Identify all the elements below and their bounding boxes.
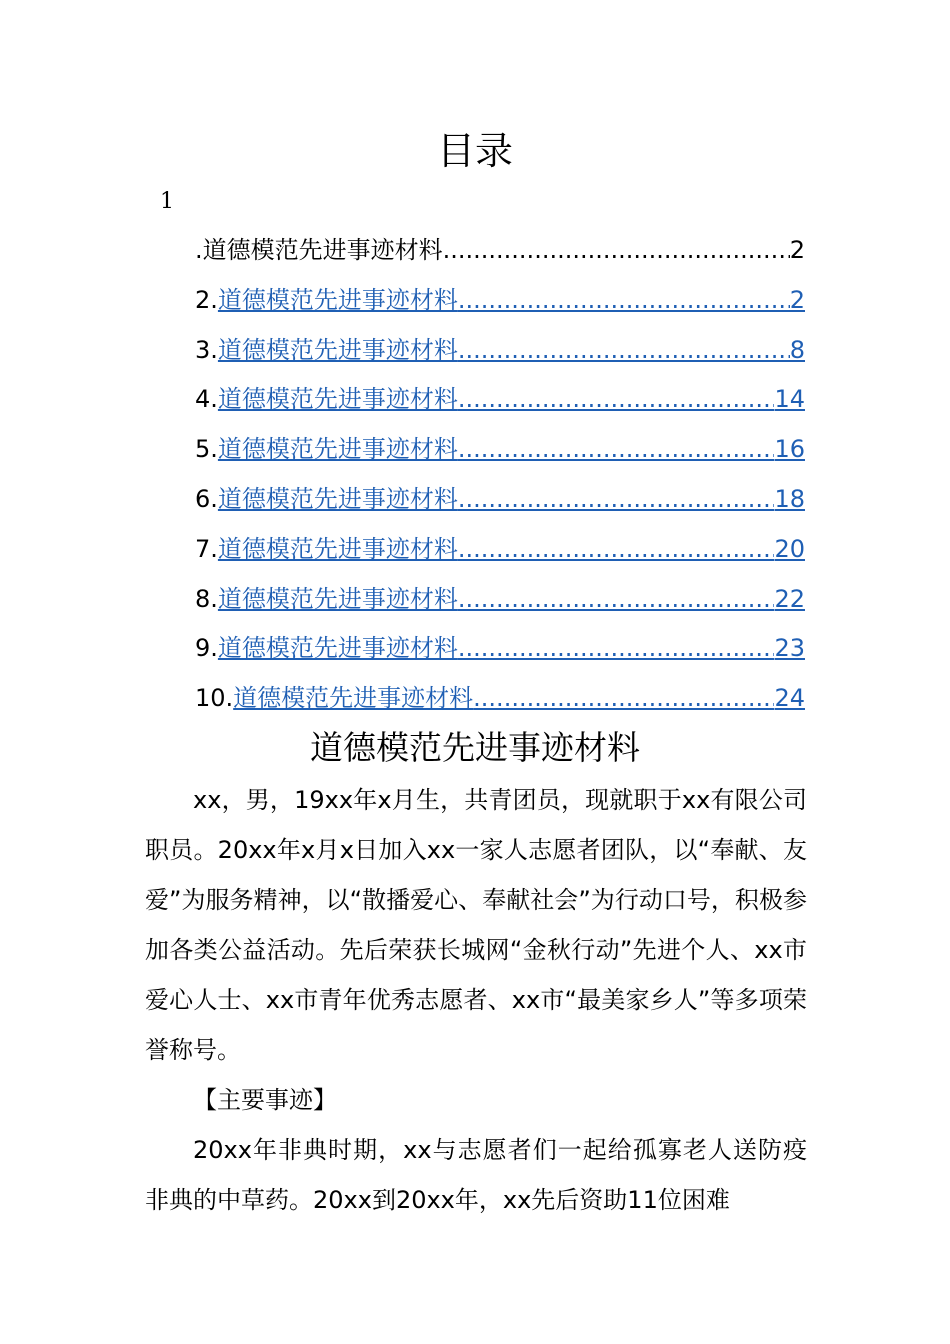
toc-entry-page-number: 14 xyxy=(774,385,805,414)
toc-entry-link[interactable] xyxy=(218,479,805,519)
toc-entry[interactable] xyxy=(195,330,805,380)
toc-entry-dot-leader xyxy=(458,529,775,569)
toc-entry-title: 道德模范先进事迹材料 xyxy=(217,634,458,663)
toc-list xyxy=(195,230,805,728)
toc-entry-page-number: 24 xyxy=(774,684,805,713)
toc-entry-dot-leader xyxy=(458,330,790,370)
toc-entry[interactable] xyxy=(195,429,805,479)
toc-entry-dot-leader xyxy=(458,379,775,419)
toc-entry-link[interactable] xyxy=(218,429,805,469)
toc-entry-link[interactable] xyxy=(218,330,805,370)
toc-entry-link[interactable] xyxy=(218,280,805,320)
toc-number-mark: 1 xyxy=(160,189,174,214)
toc-entry-dot-leader xyxy=(443,230,790,270)
document-body xyxy=(145,775,807,1225)
toc-entry-number: 8. xyxy=(195,584,218,613)
toc-entry-page-number: 23 xyxy=(774,634,805,663)
toc-entry-number: 10. xyxy=(195,684,234,713)
toc-entry-dot-leader xyxy=(458,280,790,320)
toc-title: 目录 xyxy=(436,129,513,173)
toc-entry-number: 5. xyxy=(195,435,218,464)
toc-entry[interactable] xyxy=(195,529,805,579)
toc-entry[interactable] xyxy=(195,579,805,629)
toc-entry-page-number: 8 xyxy=(789,335,805,364)
toc-entry-dot-leader xyxy=(458,628,775,668)
toc-entry-title: .道德模范先进事迹材料 xyxy=(195,236,443,264)
toc-entry-page-number: 18 xyxy=(774,484,805,513)
toc-entry-number: 4. xyxy=(195,385,218,414)
toc-entry-title: 道德模范先进事迹材料 xyxy=(233,684,474,713)
toc-entry-dot-leader xyxy=(458,479,775,519)
toc-entry-title: 道德模范先进事迹材料 xyxy=(217,335,458,364)
toc-entry-link[interactable] xyxy=(195,230,805,270)
body-paragraph-deeds: 20xx年非典时期，xx与志愿者们一起给孤寡老人送防疫非典的中草药。20xx到20xx年，xx先后资助11位困难 xyxy=(145,1136,807,1214)
toc-entry-dot-leader xyxy=(458,429,775,469)
toc-entry-page-number: 16 xyxy=(774,435,805,464)
toc-entry[interactable] xyxy=(195,280,805,330)
toc-entry-number: 6. xyxy=(195,484,218,513)
toc-entry-page-number: 2 xyxy=(789,236,805,264)
toc-entry-title: 道德模范先进事迹材料 xyxy=(217,584,458,613)
toc-entry-title: 道德模范先进事迹材料 xyxy=(217,484,458,513)
toc-entry-link[interactable] xyxy=(218,379,805,419)
toc-entry-link[interactable] xyxy=(233,678,805,718)
toc-entry-title: 道德模范先进事迹材料 xyxy=(217,385,458,414)
toc-entry[interactable] xyxy=(195,628,805,678)
toc-entry[interactable] xyxy=(195,479,805,529)
toc-entry-title: 道德模范先进事迹材料 xyxy=(217,534,458,563)
toc-entry-dot-leader xyxy=(473,678,774,718)
toc-entry[interactable] xyxy=(195,678,805,728)
toc-entry[interactable] xyxy=(195,230,805,280)
toc-entry-page-number: 22 xyxy=(774,584,805,613)
document-title: 道德模范先进事迹材料 xyxy=(310,728,640,767)
toc-entry-number: 3. xyxy=(195,335,218,364)
section-heading-main-deeds: 【主要事迹】 xyxy=(193,1086,337,1114)
toc-entry-link[interactable] xyxy=(218,529,805,569)
toc-entry-link[interactable] xyxy=(218,579,805,619)
toc-entry-number: 2. xyxy=(195,285,218,314)
toc-entry-number: 9. xyxy=(195,634,218,663)
toc-entry[interactable] xyxy=(195,379,805,429)
toc-entry-page-number: 20 xyxy=(774,534,805,563)
toc-entry-page-number: 2 xyxy=(789,285,805,314)
toc-entry-number: 7. xyxy=(195,534,218,563)
toc-entry-link[interactable] xyxy=(218,628,805,668)
toc-entry-title: 道德模范先进事迹材料 xyxy=(217,285,458,314)
toc-entry-title: 道德模范先进事迹材料 xyxy=(217,435,458,464)
body-paragraph-intro: xx，男，19xx年x月生，共青团员，现就职于xx有限公司职员。20xx年x月x日加入xx一家人志愿者团队，以“奉献、友爱”为服务精神，以“散播爱心、奉献社会”为行动口号，积极参加各类公益活动。先后荣获长城网“金秋行动”先进个人、xx市爱心人士、xx市青年优秀志愿者、xx市“最美家乡人”等多项荣誉称号。 xyxy=(145,786,807,1064)
toc-entry-dot-leader xyxy=(458,579,775,619)
